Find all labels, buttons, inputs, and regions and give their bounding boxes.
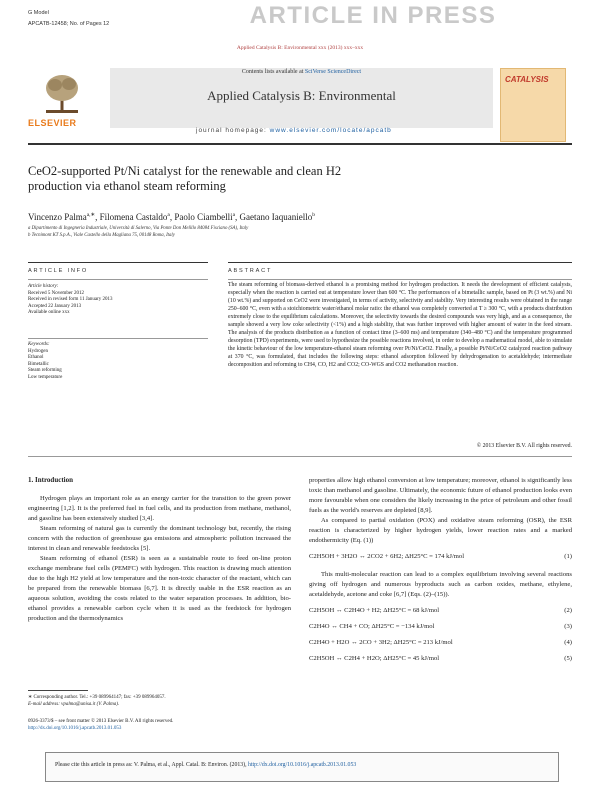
affiliations: [28, 226, 248, 239]
footnote-rule: [28, 690, 88, 691]
paragraph: Steam reforming of ethanol (ESR) is seen as a sustainable route to feed on-line proton exchange membrane fuel cells (PEMFC) with hydrogen. This reaction is drawing much attention due to the high H2 yield at low temperature and the non-toxic character of the reactant, which can be prepared from the renewable biomass [6,7]. It is directly usable in the ESR reaction as an aqueous solution, avoiding the costs related to the water separation processes. In addition, bio-ethanol provides a renewable carbon cycle when it is used as the feedstock for hydrogen production and the thermodynamics: [28, 555, 291, 622]
journal-cover-image: [500, 68, 566, 142]
abstract-body: The steam reforming of biomass-derived ethanol is a promising method for hydrogen production. It needs the development of efficient catalysts, especially when the reaction is carried out at temperature lower than 600 °C. The performances of a bimetallic sample, based on Pt (3 wt.%) and Ni (10 wt.%) and supported on CeO2 were investigated, in terms of activity, selectivity and stability. Very interesting results were obtained in the range 250–600 °C, even with a stoichiometric water/ethanol molar ratio: the ethanol was completely converted at T ≥ 300 °C, with a products distribution extremely close to the equilibrium calculations. Moreover, the selectivity towards the desired compounds was very high, and as a consequence, the sample showed a very low coke selectivity (<1%) and a high stability, that was further improved with higher amount of water in the feed stream. The analysis of the products distribution as a function of contact time (3–600 ms) and temperature (340–480 °C) and the temperature programmed desorption (TPD) experiments, were used to hypothesize the possible reactions involved, in order to develop a mathematical model, able to simulate the kinetic behaviour of the low temperature-ethanol steam reforming over Pt/Ni/CeO2. Finally, a possible Pt/Ni/CeO2 catalyzed reaction pathway at 370 °C, was formulated, that includes the following steps: ethanol adsorption followed by dehydrogenation to acetaldehyde; intermediate decomposition and reforming to CH4, CO, H2 and CO2; CO-WGS and CO2 methanation reaction.: [228, 282, 573, 368]
author: Gaetano Iaquaniello: [239, 212, 313, 222]
journal-reference: Applied Catalysis B: Environmental xxx (2013) xxx–xxx: [236, 45, 364, 51]
journal-title: Applied Catalysis B: Environmental: [207, 88, 396, 103]
introduction-right-column: [309, 476, 572, 664]
article-info-rule-2: [28, 279, 208, 280]
affiliation: b Tecnimont KT S.p.A., Viale Castello della Magliana 75, 00148 Roma, Italy: [28, 232, 175, 238]
paragraph: As compared to partial oxidation (POX) and oxidative steam reforming (OSR), the ESR reaction is characterized by higher hydrogen yields, lower reaction rates and a marked endothermicity (Eq. (1)): [309, 517, 572, 544]
affiliation: a Dipartimento di Ingegneria Industriale, Università di Salerno, Via Ponte Don Melillo 84084 Fisciano (SA), Italy: [28, 226, 249, 231]
article-history: Article history: Received 5 November 2012 Received in revised form 11 January 2013 Accepted 22 January 2013 Available online xxx: [28, 284, 113, 316]
header-divider: [28, 143, 572, 145]
paragraph: Hydrogen plays an important role as an energy carrier for the transition to the green power engineering [1,2]. It is the preferred fuel in fuel cells, and its production from methane, methanol, and gasoline has been extensively studied [3,4].: [28, 495, 291, 522]
paragraph: This multi-molecular reaction can lead to a complex equilibrium involving several reactions giving off hydrogen and numerous byproducts such as carbon oxides, methane, ethylene, acetaldehyde, acetone and coke [6,7] (Eqs. (2)–(15)).: [309, 571, 572, 598]
paragraph: Steam reforming of natural gas is currently the dominant technology but, recently, the rising concern with the reduction of greenhouse gas emissions and atmospheric pollution increased the interest in clean and renewable feedstocks [5].: [28, 525, 291, 552]
journal-homepage: journal homepage: www.elsevier.com/locate/apcatb: [196, 127, 392, 134]
keyword: Low temperature: [28, 374, 63, 380]
article-info-rule: [28, 262, 208, 263]
introduction-left-column: [28, 476, 291, 624]
contents-list-line: Contents lists available at SciVerse ScienceDirect: [241, 69, 362, 75]
keyword: Hydrogen: [28, 348, 48, 354]
issn-doi: 0926-3373/$ – see front matter © 2013 Elsevier B.V. All rights reserved. http://dx.doi.org/10.1016/j.apcatb.2013.01.053: [28, 719, 174, 731]
citation-doi-link[interactable]: http://dx.doi.org/10.1016/j.apcatb.2013.01.053: [248, 762, 357, 768]
abstract-bottom-rule: [28, 456, 572, 457]
elsevier-tree-logo-icon: [40, 70, 85, 115]
gmodel-label: G Model: [28, 10, 49, 16]
abstract-heading: ABSTRACT: [228, 268, 273, 274]
abstract-rule-2: [228, 279, 572, 280]
author: Vincenzo Palma: [28, 212, 87, 222]
abstract-copyright: © 2013 Elsevier B.V. All rights reserved.: [476, 443, 572, 449]
history-divider: [28, 338, 208, 339]
keyword: Steam reforming: [28, 368, 62, 374]
doi-link[interactable]: http://dx.doi.org/10.1016/j.apcatb.2013.01.053: [28, 725, 122, 731]
article-id: APCATB-12458; No. of Pages 12: [28, 21, 110, 27]
author: Paolo Ciambelli: [174, 212, 233, 222]
equation-4: C2H4O + H2O ↔ 2CO + 3H2; ΔH25°C = 213 kJ/mol (4): [309, 639, 572, 646]
abstract-rule: [228, 262, 572, 263]
paragraph: properties allow high ethanol conversion at low temperature; moreover, ethanol is significantly less toxic than methanol and gasoline. Ultimately, the economic future of ethanol production looks even more favourable when one considers the likely increasing in the price of petroleum and other fossil fuels as the world's reserves are depleted [8,9].: [309, 477, 572, 514]
introduction-heading: 1. Introduction: [28, 476, 73, 484]
equation-2: C2H5OH ↔ C2H4O + H2; ΔH25°C = 68 kJ/mol (2): [309, 607, 572, 614]
article-title: CeO2-supported Pt/Ni catalyst for the renewable and clean H2 production via ethanol steam reforming: [28, 164, 342, 193]
citation-text: Please cite this article in press as: V. Palma, et al., Appl. Catal. B: Environ. (2013), http://dx.doi.org/10.1016/j.apcatb.2013.01.053: [55, 762, 357, 768]
footnotes: ∗ Corresponding author. Tel.: +39 089964147; fax: +39 089964057. E-mail address: vpalma@unisa.it (V. Palma).: [28, 695, 166, 707]
equation-3: C2H4O ↔ CH4 + CO; ΔH25°C = −134 kJ/mol (3): [309, 623, 572, 630]
equation-1: C2H5OH + 3H2O ↔ 2CO2 + 6H2; ΔH25°C = 174 kJ/mol (1): [309, 553, 572, 560]
article-info-heading: ARTICLE INFO: [28, 268, 89, 274]
keyword: Ethanol: [28, 355, 44, 361]
journal-homepage-link[interactable]: www.elsevier.com/locate/apcatb: [269, 127, 392, 134]
keyword: Bimetallic: [28, 361, 49, 367]
author-list: Vincenzo Palma$^{a,∗}$, Filomena Castaldo$^a$, Paolo Ciambelli$^a$, Gaetano Iaquaniello$^b$: [28, 212, 316, 222]
sciencedirect-link[interactable]: SciVerse ScienceDirect: [304, 69, 362, 75]
keywords: Keywords: Hydrogen Ethanol Bimetallic Steam reforming Low temperature: [28, 342, 208, 382]
publisher-name: ELSEVIER: [28, 118, 77, 128]
author: Filomena Castaldo: [99, 212, 168, 222]
equation-5: C2H5OH ↔ C2H4 + H2O; ΔH25°C = 45 kJ/mol (5): [309, 655, 572, 662]
cover-title: CATALYSIS: [505, 75, 549, 84]
article-in-press-text: ARTICLE IN PRESS: [249, 2, 497, 29]
